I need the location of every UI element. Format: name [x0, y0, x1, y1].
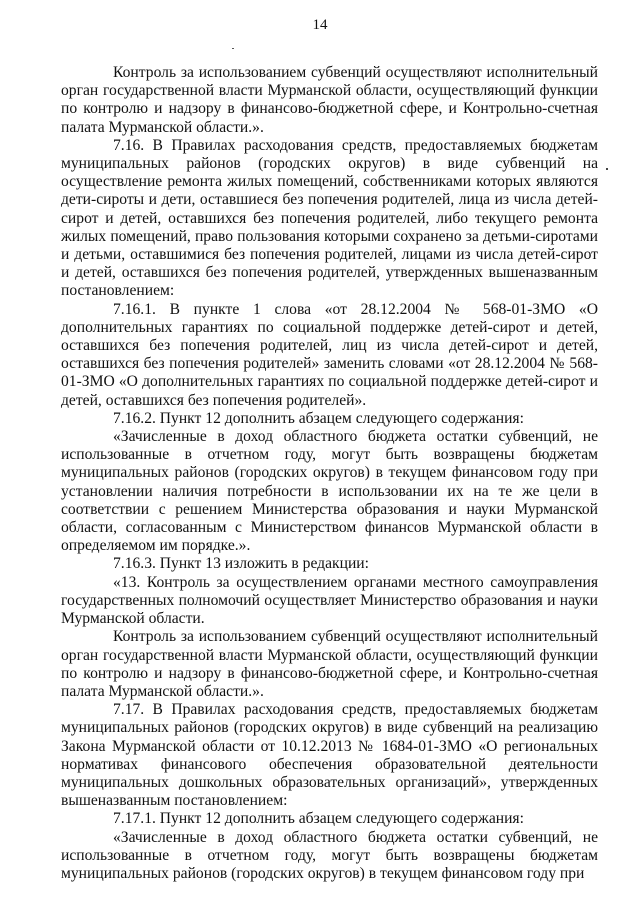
paragraph: Контроль за использованием субвенций осуществляют исполнительный орган государственной власти Мурманской области, осуществляющий функции по контролю и надзору в финансово-бюджетной сфере, и Контрольно-счетная палата Мурманской области.». — [61, 64, 598, 136]
scan-speck — [606, 168, 608, 170]
paragraph: 7.17. В Правилах расходования средств, предоставляемых бюджетам муниципальных районов (городских округов) в виде субвенций на реализацию Закона Мурманской области от 10.12.2013 № 1684-01-ЗМО «О региональных нормативах финансового обеспечения образовательной деятельности муниципальных дошкольных образовательных организаций», утвержденных вышеназванным постановлением: — [61, 701, 598, 810]
paragraph: «Зачисленные в доход областного бюджета остатки субвенций, не использованные в отчетном году, могут быть возвращены бюджетам муниципальных районов (городских округов) в текущем финансовом году при — [61, 828, 598, 882]
document-body — [61, 64, 598, 883]
paragraph: «Зачисленные в доход областного бюджета остатки субвенций, не использованные в отчетном году, могут быть возвращены бюджетам муниципальных районов (городских округов) в текущем финансовом году при установлении наличия потребности в использовании их на те же цели в соответствии с решением Министерства образования и науки Мурманской области, согласованным с Министерством финансов Мурманской области в определяемом им порядке.». — [61, 428, 598, 555]
paragraph: 7.16.2. Пункт 12 дополнить абзацем следующего содержания: — [113, 409, 524, 427]
paragraph: «13. Контроль за осуществлением органами местного самоуправления государственных полномочий осуществляет Министерство образования и науки Мурманской области. — [61, 573, 598, 628]
paragraph: 7.16.3. Пункт 13 изложить в редакции: — [113, 555, 369, 573]
paragraph: Контроль за использованием субвенций осуществляют исполнительный орган государственной власти Мурманской области, осуществляющий функции по контролю и надзору в финансово-бюджетной сфере, и Контрольно-счетная палата Мурманской области.». — [61, 628, 598, 700]
scan-speck — [232, 48, 234, 49]
page-number: 14 — [312, 17, 328, 33]
paragraph: 7.16.1. В пункте 1 слова «от 28.12.2004 № 568-01-ЗМО «О дополнительных гарантиях по социальной поддержке детей-сирот и детей, оставшихся без попечения родителей, лиц из числа детей-сирот и детей, оставшихся без попечения родителей» заменить словами «от 28.12.2004 № 568-01-ЗМО «О дополнительных гарантиях по социальной поддержке детей-сирот и детей, оставшихся без попечения родителей». — [61, 300, 598, 409]
paragraph: 7.16. В Правилах расходования средств, предоставляемых бюджетам муниципальных районов (городских округов) в виде субвенций на осуществление ремонта жилых помещений, собственниками которых являются дети-сироты и дети, оставшиеся без попечения родителей, лица из числа детей-сирот и детей, оставшихся без попечения родителей, либо текущего ремонта жилых помещений, право пользования которыми сохранено за детьми-сиротами и детьми, оставшимися без попечения родителей, лицами из числа детей-сирот и детей, оставшихся без попечения родителей, утвержденных вышеназванным постановлением: — [61, 136, 598, 300]
paragraph: 7.17.1. Пункт 12 дополнить абзацем следующего содержания: — [113, 810, 524, 828]
